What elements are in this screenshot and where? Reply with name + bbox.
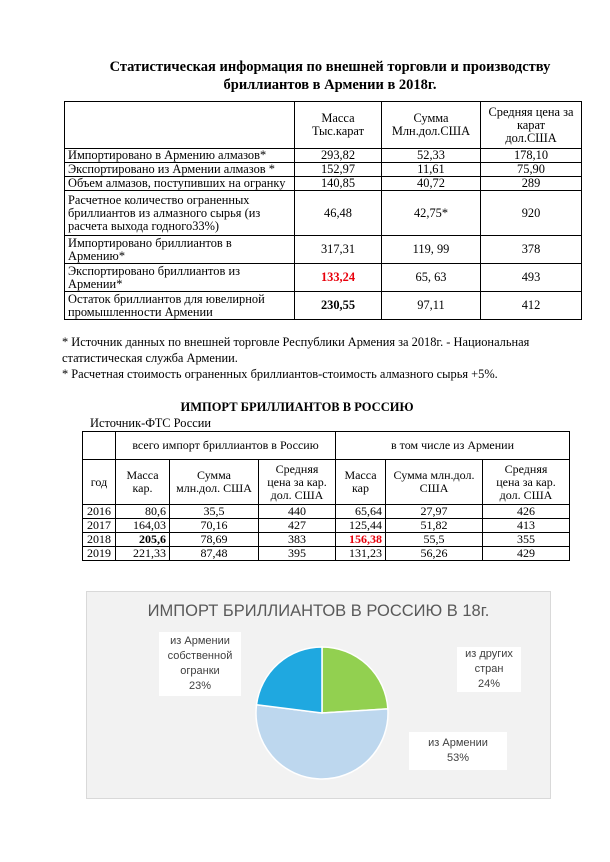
row-mass: 317,31: [295, 236, 382, 264]
armenia-trade-table: [64, 101, 582, 320]
cell-total-mass-bold: 205,6: [116, 533, 170, 547]
cell-armenia-sum: 27,97: [386, 505, 483, 519]
cell-armenia-mass: 65,64: [336, 505, 386, 519]
cell-total-mass: 80,6: [116, 505, 170, 519]
sub-header-row: [83, 460, 570, 505]
table-row: [83, 533, 570, 547]
pie-chart-container: [86, 591, 551, 799]
slice-armenia-own-cut: [257, 647, 322, 713]
cell-armenia-sum: 55,5: [386, 533, 483, 547]
row-price: 412: [481, 292, 582, 320]
footnote-source: * Источник данных по внешней торговле Республики Армения за 2018г. - Национальная статистическая служба Армении.: [62, 335, 530, 365]
cell-armenia-sum: 51,82: [386, 519, 483, 533]
row-label: Импортировано в Армению алмазов*: [65, 149, 295, 163]
title-line-1: Статистическая информация по внешней торговли и производству: [109, 59, 551, 75]
cell-armenia-sum: 56,26: [386, 547, 483, 561]
callout-percent: 53%: [446, 752, 470, 764]
row-mass-highlighted: 133,24: [295, 264, 382, 292]
cell-armenia-mass-highlighted: 156,38: [336, 533, 386, 547]
row-label: Остаток бриллиантов для ювелирной промышленности Армении: [65, 292, 295, 320]
russia-import-source: Источник-ФТС России: [90, 416, 211, 430]
cell-total-sum: 35,5: [170, 505, 259, 519]
table-row: [65, 236, 582, 264]
document-title: [60, 58, 600, 94]
row-sum: 42,75*: [382, 191, 481, 236]
row-sum: 11,61: [382, 163, 481, 177]
russia-import-title: ИМПОРТ БРИЛЛИАНТОВ В РОССИЮ: [180, 400, 414, 414]
header-avg-price: Средняя цена за карат дол.США: [481, 102, 582, 149]
table-row: [83, 505, 570, 519]
row-mass: 152,97: [295, 163, 382, 177]
cell-total-avg: 383: [259, 533, 336, 547]
row-label: Импортировано бриллиантов в Армению*: [65, 236, 295, 264]
cell-total-mass: 221,33: [116, 547, 170, 561]
chart-title: ИМПОРТ БРИЛЛИАНТОВ В РОССИЮ В 18г.: [147, 602, 490, 620]
header-sum: Сумма Млн.дол.США: [382, 102, 481, 149]
russia-import-table: [82, 431, 570, 561]
callout-line: из Армении: [428, 737, 488, 749]
callout-line: собственной: [167, 650, 233, 662]
cell-total-mass: 164,03: [116, 519, 170, 533]
row-mass: 46,48: [295, 191, 382, 236]
row-sum: 65, 63: [382, 264, 481, 292]
header-total-avg: Средняя цена за кар. дол. США: [259, 460, 336, 505]
callout-line: из Армении: [170, 635, 230, 647]
table-row: [65, 149, 582, 163]
callout-line: огранки: [180, 665, 220, 677]
cell-armenia-avg: 355: [483, 533, 570, 547]
callout-other-countries: [457, 647, 521, 692]
row-price: 920: [481, 191, 582, 236]
callout-line: из других: [465, 648, 513, 660]
cell-year: 2018: [83, 533, 116, 547]
table-row: [65, 177, 582, 191]
footnote-calculation: * Расчетная стоимость ограненных бриллиантов-стоимость алмазного сырья +5%.: [62, 367, 498, 381]
header-empty-cell: [65, 102, 295, 149]
group-header-row: [83, 432, 570, 460]
row-mass-bold: 230,55: [295, 292, 382, 320]
cell-armenia-avg: 413: [483, 519, 570, 533]
row-mass: 293,82: [295, 149, 382, 163]
row-label: Расчетное количество ограненных бриллиантов из алмазного сырья (из расчета выхода годного33%): [65, 191, 295, 236]
cell-armenia-avg: 426: [483, 505, 570, 519]
table-row: [65, 163, 582, 177]
group-header-armenia: в том числе из Армении: [336, 432, 570, 460]
table-row: [65, 191, 582, 236]
table-row: [65, 292, 582, 320]
table-header-row: [65, 102, 582, 149]
row-label: Объем алмазов, поступивших на огранку: [65, 177, 295, 191]
callout-percent: 23%: [188, 680, 212, 692]
header-year: год: [83, 460, 116, 505]
cell-year: 2019: [83, 547, 116, 561]
header-empty-cell: [83, 432, 116, 460]
row-sum: 40,72: [382, 177, 481, 191]
header-armenia-avg: Средняя цена за кар. дол. США: [483, 460, 570, 505]
group-header-total: всего импорт бриллиантов в Россию: [116, 432, 336, 460]
row-label: Экспортировано из Армении алмазов *: [65, 163, 295, 177]
row-price: 493: [481, 264, 582, 292]
cell-year: 2017: [83, 519, 116, 533]
row-label: Экспортировано бриллиантов из Армении*: [65, 264, 295, 292]
cell-total-avg: 395: [259, 547, 336, 561]
callout-percent: 24%: [477, 678, 501, 690]
cell-armenia-mass: 131,23: [336, 547, 386, 561]
header-total-mass: Масса кар.: [116, 460, 170, 505]
footnotes: [62, 334, 582, 382]
cell-total-sum: 70,16: [170, 519, 259, 533]
row-price: 289: [481, 177, 582, 191]
cell-total-sum: 78,69: [170, 533, 259, 547]
table-row: [65, 264, 582, 292]
row-price: 75,90: [481, 163, 582, 177]
row-sum: 52,33: [382, 149, 481, 163]
header-armenia-mass: Масса кар: [336, 460, 386, 505]
header-mass: Масса Тыс.карат: [295, 102, 382, 149]
callout-armenia: [409, 732, 507, 770]
row-price: 178,10: [481, 149, 582, 163]
row-sum: 119, 99: [382, 236, 481, 264]
cell-year: 2016: [83, 505, 116, 519]
slice-armenia: [256, 705, 388, 779]
row-price: 378: [481, 236, 582, 264]
cell-armenia-avg: 429: [483, 547, 570, 561]
table-row: [83, 519, 570, 533]
row-mass: 140,85: [295, 177, 382, 191]
slice-other-countries: [322, 647, 388, 713]
cell-total-avg: 440: [259, 505, 336, 519]
cell-total-sum: 87,48: [170, 547, 259, 561]
header-total-sum: Сумма млн.дол. США: [170, 460, 259, 505]
callout-armenia-own-cut: [159, 632, 241, 696]
header-armenia-sum: Сумма млн.дол. США: [386, 460, 483, 505]
cell-armenia-mass: 125,44: [336, 519, 386, 533]
cell-total-avg: 427: [259, 519, 336, 533]
row-sum: 97,11: [382, 292, 481, 320]
callout-line: стран: [474, 663, 504, 675]
table-row: [83, 547, 570, 561]
title-line-2: бриллиантов в Армении в 2018г.: [223, 77, 437, 93]
